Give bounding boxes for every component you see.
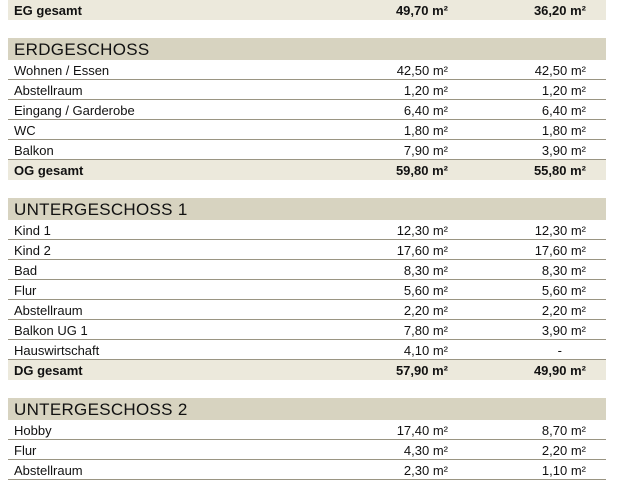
- row-label: WC: [14, 123, 36, 138]
- table-row: [8, 140, 606, 160]
- row-value-b: -: [557, 343, 562, 358]
- row-value-a: 42,50 m²: [396, 63, 448, 78]
- total-row: [8, 360, 606, 380]
- row-value-b: 3,90 m²: [541, 323, 586, 338]
- row-value-b: 42,50 m²: [534, 63, 586, 78]
- row-label: Balkon: [14, 143, 54, 158]
- row-label: Abstellraum: [14, 303, 83, 318]
- row-value-b: 36,20 m²: [533, 3, 586, 18]
- row-label: Kind 1: [14, 223, 51, 238]
- row-value-b: 55,80 m²: [533, 163, 586, 178]
- section-header-untergeschoss-2: [8, 398, 606, 420]
- row-value-b: 2,20 m²: [541, 303, 586, 318]
- table-row: [8, 460, 606, 480]
- table-row: [8, 300, 606, 320]
- row-label: Eingang / Garderobe: [14, 103, 135, 118]
- row-value-a: 2,30 m²: [403, 463, 448, 478]
- table-row: [8, 340, 606, 360]
- section-header-untergeschoss-1: [8, 198, 606, 220]
- row-value-b: 8,30 m²: [541, 263, 586, 278]
- row-value-a: 59,80 m²: [395, 163, 448, 178]
- row-value-a: 57,90 m²: [395, 363, 448, 378]
- row-value-b: 6,40 m²: [541, 103, 586, 118]
- row-value-a: 12,30 m²: [396, 223, 448, 238]
- table-row: [8, 240, 606, 260]
- row-value-a: 7,80 m²: [403, 323, 448, 338]
- row-label: Bad: [14, 263, 38, 278]
- row-label: Abstellraum: [14, 463, 83, 478]
- table-row: [8, 100, 606, 120]
- row-label: EG gesamt: [14, 3, 82, 18]
- row-value-b: 2,20 m²: [541, 443, 586, 458]
- row-value-a: 5,60 m²: [403, 283, 448, 298]
- row-value-a: 4,30 m²: [403, 443, 448, 458]
- row-value-b: 8,70 m²: [541, 423, 586, 438]
- table-row: [8, 80, 606, 100]
- table-row: [8, 220, 606, 240]
- row-label: DG gesamt: [14, 363, 83, 378]
- row-value-b: 49,90 m²: [533, 363, 586, 378]
- table-row: [8, 420, 606, 440]
- row-value-b: 1,10 m²: [541, 463, 586, 478]
- row-label: Hauswirtschaft: [14, 343, 100, 358]
- row-label: Flur: [14, 283, 37, 298]
- row-label: OG gesamt: [14, 163, 84, 178]
- section-title: UNTERGESCHOSS 2: [14, 400, 188, 419]
- row-value-b: 12,30 m²: [534, 223, 586, 238]
- row-value-b: 5,60 m²: [541, 283, 586, 298]
- row-value-a: 17,40 m²: [396, 423, 448, 438]
- row-value-a: 1,80 m²: [403, 123, 448, 138]
- row-label: Hobby: [14, 423, 52, 438]
- row-label: Flur: [14, 443, 37, 458]
- table-row: [8, 120, 606, 140]
- total-row: [8, 160, 606, 180]
- table-row: [8, 60, 606, 80]
- section-title: UNTERGESCHOSS 1: [14, 200, 188, 219]
- section-title: ERDGESCHOSS: [14, 40, 150, 59]
- row-value-a: 6,40 m²: [403, 103, 448, 118]
- row-value-a: 49,70 m²: [395, 3, 448, 18]
- table-row: [8, 440, 606, 460]
- row-label: Wohnen / Essen: [14, 63, 110, 78]
- row-value-a: 7,90 m²: [403, 143, 448, 158]
- table-row: [8, 280, 606, 300]
- row-label: Balkon UG 1: [14, 323, 88, 338]
- row-value-a: 17,60 m²: [396, 243, 448, 258]
- row-value-a: 4,10 m²: [403, 343, 448, 358]
- row-value-b: 1,80 m²: [541, 123, 586, 138]
- row-value-b: 17,60 m²: [534, 243, 586, 258]
- row-value-a: 2,20 m²: [403, 303, 448, 318]
- row-value-a: 1,20 m²: [403, 83, 448, 98]
- section-header-erdgeschoss: [8, 38, 606, 60]
- table-row: [8, 320, 606, 340]
- row-label: Abstellraum: [14, 83, 83, 98]
- row-value-b: 1,20 m²: [541, 83, 586, 98]
- row-value-a: 8,30 m²: [403, 263, 448, 278]
- row-label: Kind 2: [14, 243, 51, 258]
- table-row: [8, 260, 606, 280]
- eg-total-row: [8, 0, 606, 20]
- row-value-b: 3,90 m²: [541, 143, 586, 158]
